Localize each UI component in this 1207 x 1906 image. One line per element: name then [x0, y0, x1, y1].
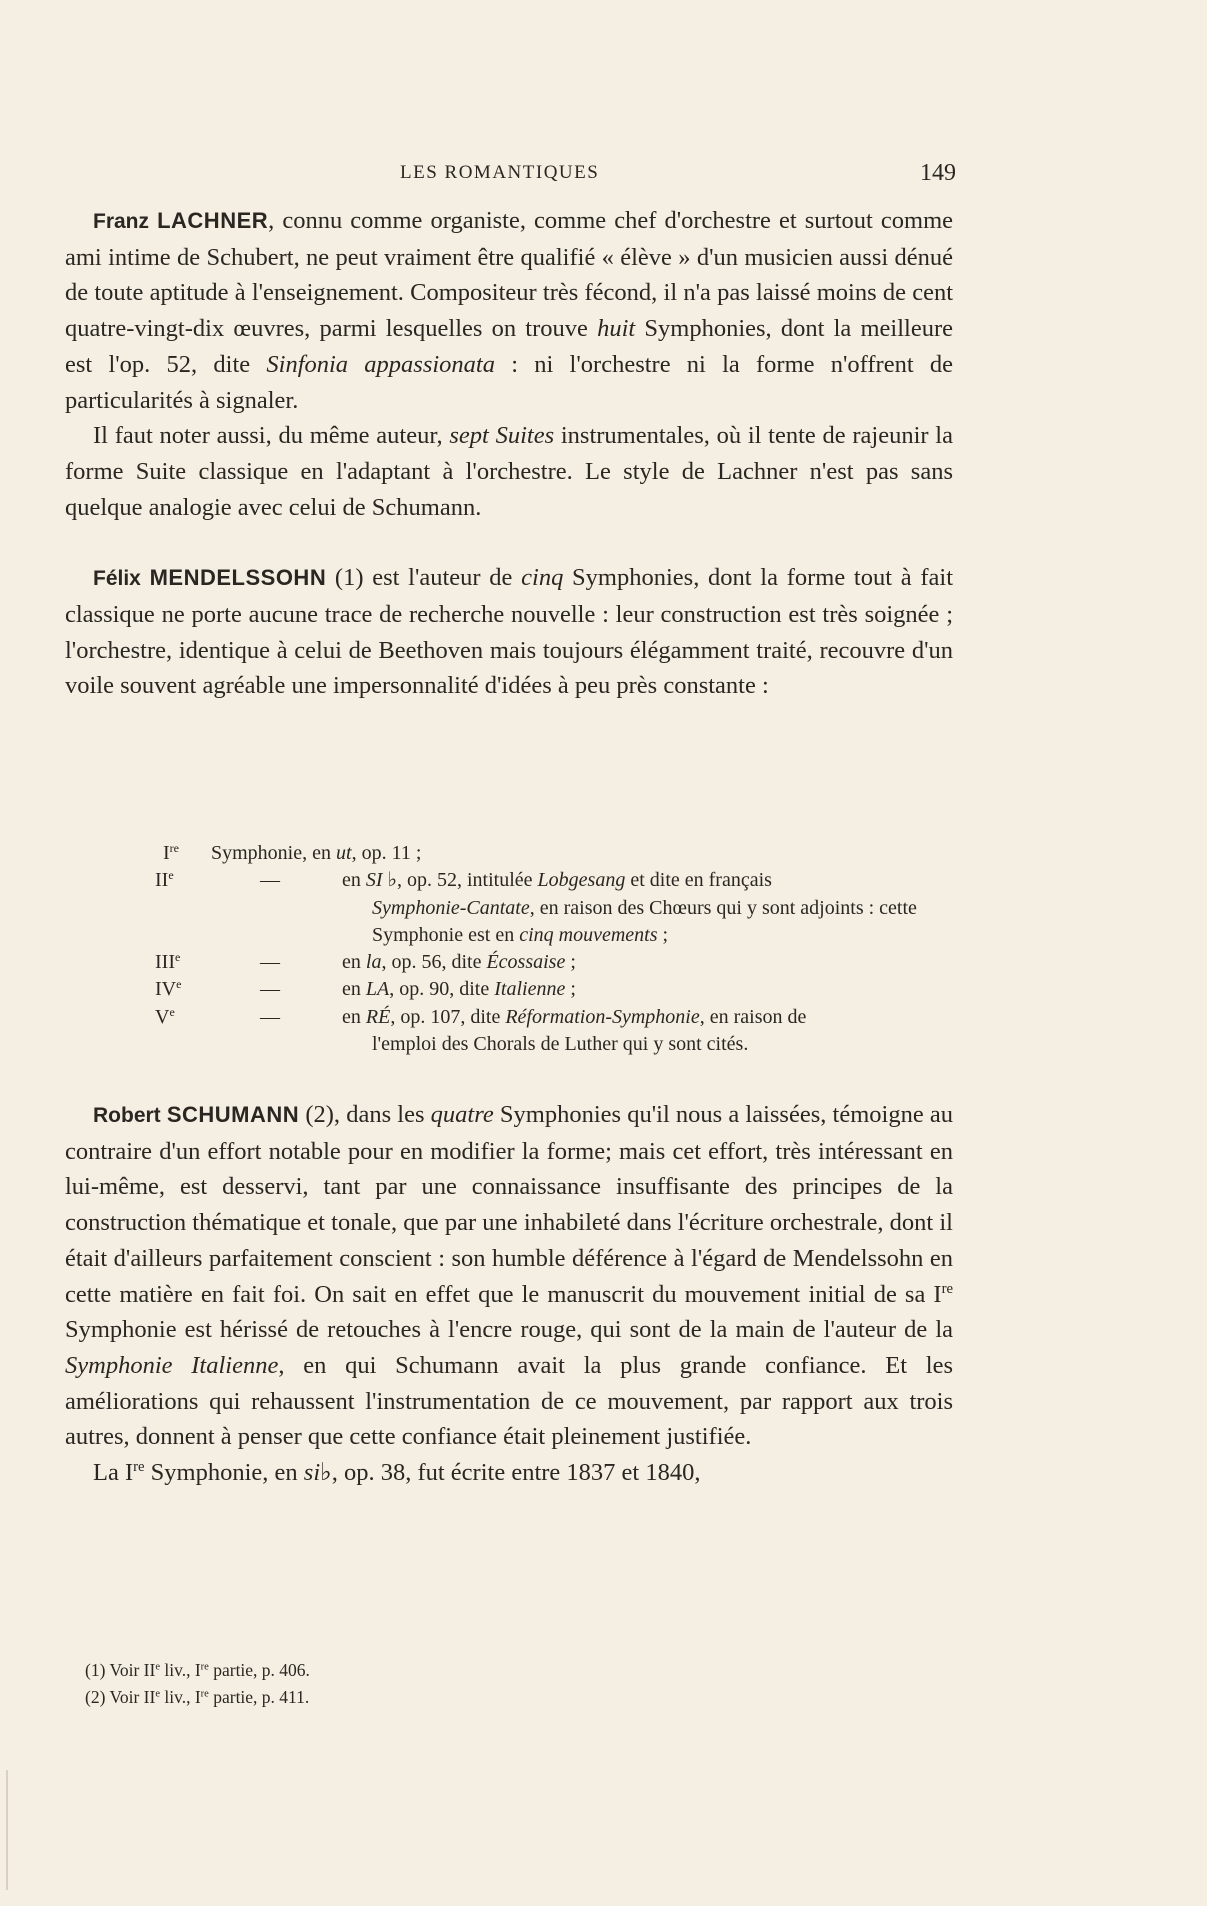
mendelssohn-name: MENDELSSOHN	[149, 565, 327, 591]
symphony-dash: —	[260, 978, 280, 1001]
page-header	[0, 162, 1207, 192]
symphony-number: IVe	[155, 977, 182, 1001]
symphony-dash: —	[260, 869, 280, 892]
mendelssohn-text: Symphonies, dont la forme tout à fait classique ne porte aucune trace de recherche nouvelle : leur construction est très soignée ; l'orchestre, identique à celui de Beethoven mais toujours élégamment traité, recouvre d'un voile souvent agréable une impersonnalité d'idées à peu près constante :	[65, 564, 953, 700]
symphony-description: Symphonie, en ut, op. 11 ;	[211, 842, 422, 864]
schumann-b: Symphonies qu'il nous a laissées, témoigne au contraire d'un effort notable pour en modifier la forme; mais cet effort, très intéressant en lui-même, est desservi, tant par une connaissance insuffisante des principes de la construction thématique et tonale, que par une inhabileté dans l'écriture orchestrale, dont il était d'ailleurs parfaitement conscient : son humble déférence à l'égard de Mendelssohn en cette matière en fait foi. On sait en effet que le manuscrit du mouvement initial de sa I	[65, 1101, 954, 1308]
lachner-name: LACHNER	[157, 208, 269, 233]
schumann-a: (2), dans les	[299, 1101, 431, 1128]
symphony-row-2	[65, 867, 953, 949]
symphony-row-4	[65, 976, 953, 1003]
schumann-italienne: Symphonie Italienne	[65, 1351, 279, 1379]
symphony-description: en RÉ, op. 107, dite Réformation-Symphonie, en raison de l'emploi des Chorals de Luther qui y sont cités.	[342, 1005, 807, 1056]
lachner-paragraph-1	[65, 203, 953, 418]
symphony-dash: —	[260, 1005, 280, 1028]
symphony-number: Ve	[155, 1004, 175, 1028]
lachner-first-name: Franz	[93, 210, 150, 233]
symphony-dash: —	[260, 951, 280, 974]
mendelssohn-first-name: Félix	[93, 567, 141, 591]
symphony-number: IIe	[155, 868, 174, 892]
symphony-row-5	[65, 1004, 953, 1059]
running-title: LES ROMANTIQUES	[400, 162, 600, 183]
schumann-sup: re	[941, 1280, 953, 1297]
schumann-first-name: Robert	[93, 1104, 161, 1127]
binding-edge-mark	[6, 1770, 8, 1890]
schumann-d: , en qui Schumann avait la plus grande confiance. Et les améliorations qui rehaussent l'instrumentation de ce mouvement, par rapport aux trois autres, donnent à penser que cette confiance était pleinement justifiée.	[65, 1351, 954, 1451]
footnote-1: (1) Voir IIe liv., Ire partie, p. 406.	[85, 1660, 310, 1680]
schumann-quatre: quatre	[430, 1101, 494, 1128]
lachner-p2-b: instrumentales, où il tente de rajeunir la forme Suite classique en l'adaptant à l'orchestre. Le style de Lachner n'est pas sans quelque analogie avec celui de Schumann.	[65, 422, 953, 521]
symphony-description: en SI ♭, op. 52, intitulée Lobgesang et dite en français Symphonie-Cantate, en raison des Chœurs qui y sont adjoints : cette Symphonie est en cinq mouvements ;	[342, 869, 917, 946]
footnote-2: (2) Voir IIe liv., Ire partie, p. 411.	[85, 1687, 310, 1707]
lachner-p2-a: Il faut noter aussi, du même auteur,	[93, 422, 450, 450]
lachner-text-c: : ni l'orchestre ni la forme n'offrent de particularités à signaler.	[65, 350, 953, 414]
schumann-paragraph-2: La Ire Symphonie, en si♭, op. 38, fut écrite entre 1837 et 1840,	[93, 1459, 701, 1487]
lachner-text-a: , connu comme organiste, comme chef d'orchestre et surtout comme ami intime de Schubert, ne peut vraiment être qualifié « élève » d'un musicien aussi dénué de toute aptitude à l'enseignement. Compositeur très fécond, il n'a pas laissé moins de cent quatre-vingt-dix œuvres, parmi lesquelles on trouve	[65, 207, 953, 343]
symphony-number: Ire	[163, 840, 179, 864]
lachner-sinfonia: Sinfonia appassionata	[266, 350, 495, 378]
schumann-c: Symphonie est hérissé de retouches à l'encre rouge, qui sont de la main de l'auteur de la	[65, 1316, 953, 1344]
symphony-row-1	[65, 840, 953, 867]
mendelssohn-paragraph	[65, 560, 953, 704]
body-text	[65, 203, 953, 704]
symphony-description: en LA, op. 90, dite Italienne ;	[342, 978, 576, 1001]
schumann-name: SCHUMANN	[166, 1102, 300, 1127]
lachner-paragraph-2	[65, 418, 953, 525]
lachner-text-b: Symphonies, dont la meilleure est l'op. 52, dite	[65, 315, 954, 378]
symphony-row-3	[65, 949, 953, 976]
symphony-list	[65, 840, 953, 1058]
mendelssohn-cinq: cinq	[521, 564, 564, 592]
page-number: 149	[920, 160, 956, 186]
lachner-huit: huit	[597, 315, 636, 343]
lachner-suites: sept Suites	[449, 422, 555, 450]
footnotes	[85, 1657, 785, 1711]
symphony-description: en la, op. 56, dite Écossaise ;	[342, 951, 576, 974]
schumann-paragraph-1	[65, 1097, 953, 1455]
mendelssohn-ref: (1) est l'auteur de	[326, 564, 522, 592]
symphony-number: IIIe	[155, 950, 181, 974]
body-text-2	[65, 1097, 953, 1491]
